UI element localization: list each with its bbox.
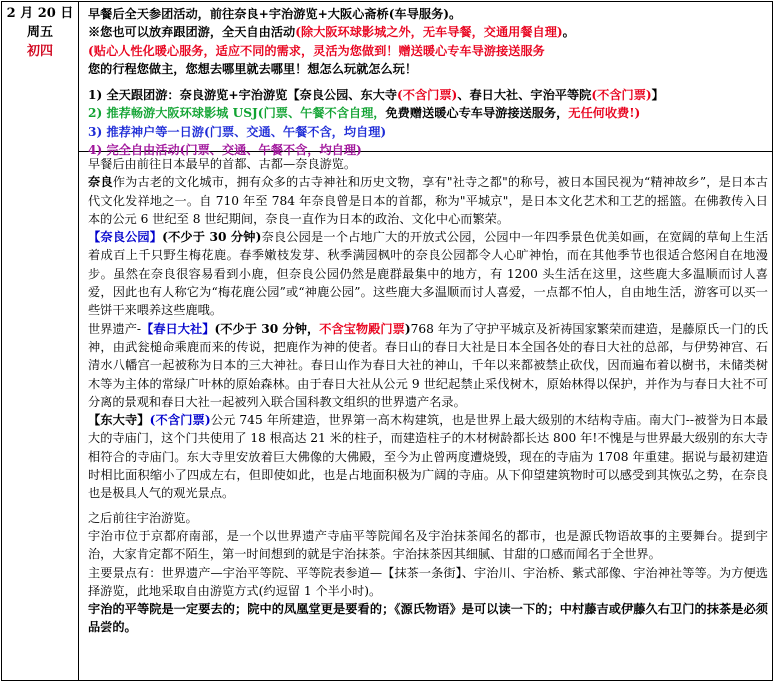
kasuga-paragraph: 世界遗产-【春日大社】(不少于 30 分钟，不含宝物殿门票)768 年为了守护平城京及祈祷国家繁荣而建造，是藤原氏一门的氏神，由武瓮槌命乘鹿而来的传说，把鹿作为神的使者。春日山的春日大社是日本全国各处的春日大社的总部，与伊势神宫、石清水八幡宫一起被称为日本的三大神社。春日山作为春日大社的神山，千年以来都被禁止砍伐，因而遍布着以樹书，未储类树木等为主体的常绿广叶林的原始森林。由于春日大社从公元 9 世纪起禁止采伐树木，原始林得以保护，并作为与春日大社不可分离的景观和春日大社一起被列入联合国科教文组织的世界遗产名录。	[88, 321, 769, 409]
summary-line-4: 您的行程您做主，您想去哪里就去哪里！想怎么玩就怎么玩！	[88, 61, 418, 76]
weekday-label: 周五	[26, 25, 53, 40]
spots-paragraph: 主要景点有：世界遗产—宇治平等院、平等院表参道—【抹茶一条街】、宇治川、宇治桥、紫式部像、宇治神社等等。为方便选择游览，此地采取自由游览方式(约逗留 1 个半小时)。	[88, 565, 768, 598]
uji-intro: 之后前往宇治游览。	[88, 510, 198, 525]
detail-block	[88, 155, 768, 637]
summary-line-2: ※您也可以放弃跟团游，全天自由活动(除大阪环球影城之外，无车导餐，交通用餐自理)。	[88, 25, 575, 40]
option-2: 2) 推荐畅游大阪环球影城 USJ(门票、午餐不含自理，免费赠送暖心专车导游接送服务，无任何收费!)	[88, 106, 641, 121]
option-1: 1) 全天跟团游：奈良游览+宇治游览【奈良公园、东大寺(不含门票)、春日大社、宇治平等院(不含门票)】	[88, 88, 664, 103]
nara-park-paragraph: 【奈良公园】(不少于 30 分钟)奈良公园是一个占地广大的开放式公园，公园中一年四季景色优美如画，在宽阔的草甸上生活着成百上千只野生梅花鹿。春季嫩枝发芽、秋季满园枫叶的奈良公园都令人心旷神怡，而在其他季节也很适合悠闲自在地漫步。虽然在奈良很容易看到小鹿，但奈良公园仍然是鹿群最集中的地方，有 1200 头生活在这里，这些鹿大多温顺而讨人喜爱，因此也有人称它为“梅花鹿公园”或“神鹿公园”。这些鹿大多温顺而讨人喜爱，一点都不怕人，自由地生活，游客可以买一些饼干来喂养这些鹿哦。	[88, 230, 769, 318]
itinerary-table	[1, 1, 773, 681]
day-cell	[2, 4, 78, 61]
option-3: 3) 推荐神户等一日游(门票、交通、午餐不含，均自理)	[88, 124, 387, 139]
closing-paragraph: 宇治的平等院是一定要去的；院中的凤凰堂更是要看的；《源氏物语》是可以读一下的；中村藤吉或伊藤久右卫门的抹茶是必须品尝的。	[88, 602, 768, 635]
nara-paragraph: 奈良作为古老的文化城市，拥有众多的古寺神社和历史文物，享有"社寺之都"的称号，被日本国民视为“精神故乡”，是日本古代文化发祥地之一。自 710 年至 784 年奈良曾是日本的首都，称为"平城京"，是日本文化艺术和工艺的摇篮。在佛教传入日本的公元 6 世纪至 8 世纪期间，奈良一直作为日本的政治、文化中心而繁荣。	[88, 175, 768, 226]
todaiji-paragraph: 【东大寺】(不含门票)公元 745 年所建造，世界第一高木构建筑，也是世界上最大级别的木结构寺庙。南大门--被誉为日本最大的寺庙门，这个门共使用了 18 根高达 21 米的柱子，而建造柱子的木材树龄都长达 800 年!不愧是与世界最大级别的东大寺相符合的寺庙门。东大寺里安放着巨大佛像的大佛殿，至今为止曾两度遭烧毁，现在的寺庙为 1708 年重建。据说与最初建造时相比面积缩小了四成左右，但即使如此，也是占地面积极为广阔的寺庙。从下仰望建筑物时可以感受到其恢弘之势，在奈良也是极具人气的观光景点。	[88, 413, 768, 501]
option-4: 4) 完全自由活动(门票、交通、午餐不含，均自理)	[88, 143, 362, 158]
intro-text: 早餐后由前往日本最早的首都、古都—奈良游览。	[88, 157, 357, 171]
uji-paragraph: 宇治市位于京都府南部，是一个以世界遗产寺庙平等院闻名及宇治抹茶闻名的都市，也是源氏物语故事的主要舞台。提到宇治，大家肯定都不陌生，第一时间想到的就是宇治抹茶。宇治抹茶因其细腻、甘甜的口感而闻名于全世界。	[88, 528, 768, 562]
lunar-label: 初四	[26, 44, 53, 59]
summary-line-1: 早餐后全天参团活动，前往奈良+宇治游览+大阪心斋桥(车导服务)。	[88, 7, 462, 21]
summary-line-3: (贴心人性化暖心服务，适应不同的需求，灵活为您做到！赠送暖心专车导游接送服务	[88, 43, 545, 58]
column-divider	[78, 2, 79, 680]
date-label: 2 月 20 日	[6, 6, 74, 21]
summary-block	[88, 5, 768, 159]
